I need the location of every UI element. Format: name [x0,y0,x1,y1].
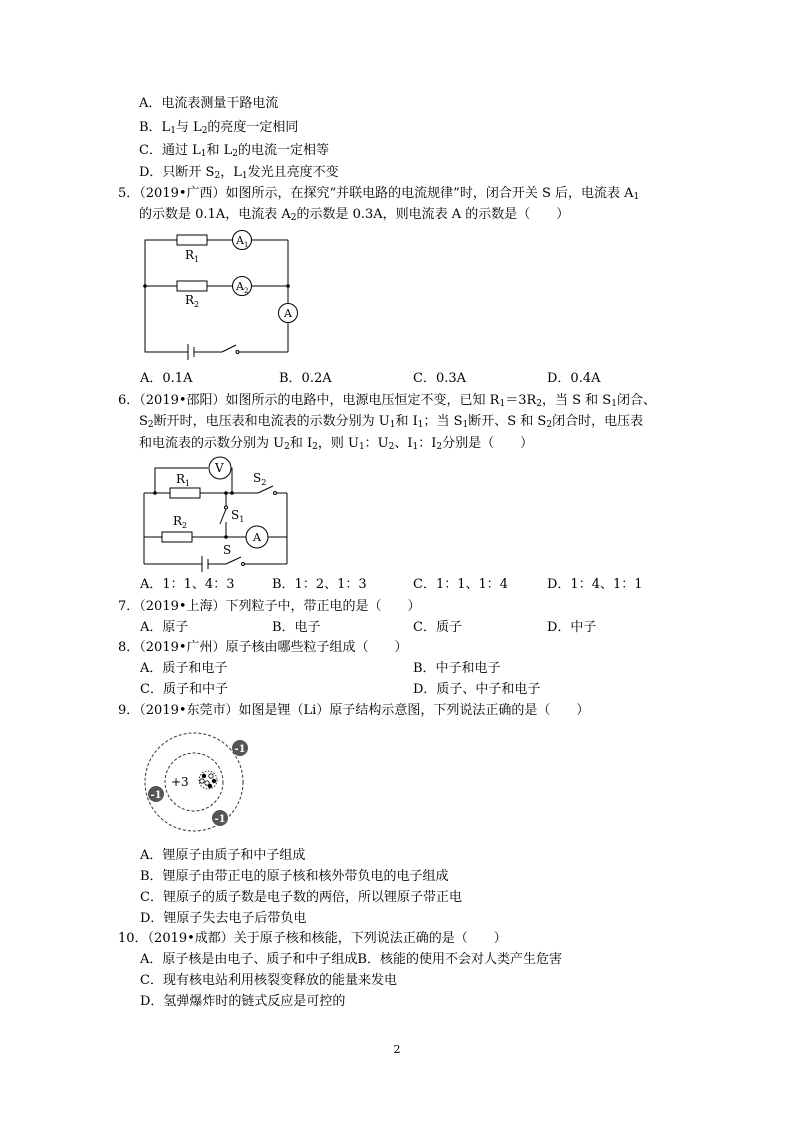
r1-resistor [177,235,207,245]
page-number: 2 [393,1043,401,1056]
q6-stem-line1: 6．（2019•邵阳）如图所示的电路中，电源电压恒定不变，已知 $R_1=3R_2$，当 S 和 $S_1$闭合、 [118,393,656,409]
q5-option-b: B．0.2A [279,371,332,386]
q5-r2-label: $R_2$ [185,293,200,309]
q5-circuit-diagram [140,226,310,361]
q8-option-b: B．中子和电子 [413,661,501,676]
q9-option-d: D．锂原子失去电子后带负电 [140,911,307,926]
r2-resistor [177,281,207,291]
nucleus-charge-label: +3 [171,775,189,789]
q5-stem-line1: 5．（2019•广西）如图所示，在探究“并联电路的电流规律”时，闭合开关 S 后，电流表 $A_1$ [118,186,640,202]
r1-resistor-q6 [170,488,200,498]
q9-option-c: C．锂原子的质子数是电子数的两倍，所以锂原子带正电 [140,890,462,905]
q10-option-c: C．现有核电站利用核裂变释放的能量来发电 [140,973,397,988]
q6-stem-line3: 和电流表的示数分别为 $U_2$和 $I_2$，则 $U_1$：$U_2$、$I_1$：$I_2$分别是（ ） [139,436,534,452]
electron-1 [232,740,248,756]
q5-a2-label: $A_2$ [236,280,249,295]
option-d-prev: D．只断开 $S_2$，$L_1$发光且亮度不变 [139,165,339,181]
outer-orbit [145,733,246,831]
q7-option-c: C．质子 [413,620,462,635]
q10-option-ab: A．原子核是由电子、质子和中子组成B．核能的使用不会对人类产生危害 [140,952,562,967]
option-b-prev: B．$L_1$与 $L_2$的亮度一定相同 [139,120,299,136]
q6-option-c: C．1：1、1：4 [413,577,509,592]
q6-s2-label: $S_2$ [253,471,267,487]
q5-option-a: A．0.1A [140,371,193,386]
q5-r1-label: $R_1$ [185,248,200,264]
q9-atom-diagram [135,725,270,835]
option-c-prev: C．通过 $L_1$和 $L_2$的电流一定相等 [139,143,329,159]
q6-option-b: B．1：2、1：3 [272,577,367,592]
r2-resistor-q6 [162,532,192,542]
q6-option-d: D．1：4、1：1 [547,577,643,592]
q5-option-d: D．0.4A [547,371,601,386]
electron-3 [212,810,228,826]
q9-option-a: A．锂原子由质子和中子组成 [140,848,306,863]
q7-option-b: B．电子 [272,620,321,635]
q6-r2-label: $R_2$ [173,514,188,530]
q6-v-label: V [215,461,224,475]
svg-text:-1: -1 [150,790,162,801]
svg-text:-1: -1 [214,814,226,825]
nucleus [199,771,217,789]
q6-a-label: A [253,531,261,544]
q5-a-label: A [284,307,292,320]
q9-stem: 9．（2019•东莞市）如图是锂（Li）原子结构示意图，下列说法正确的是（ ） [118,703,590,718]
q5-stem-line2: 的示数是 0.1A，电流表 $A_2$的示数是 0.3A，则电流表 A 的示数是（ ） [139,207,570,223]
q8-option-c: C．质子和中子 [140,682,228,697]
q8-stem: 8．（2019•广州）原子核由哪些粒子组成（ ） [118,640,408,655]
q6-s1-label: $S_1$ [231,508,245,524]
q8-option-a: A．质子和电子 [140,661,228,676]
electron-2 [148,786,164,802]
q6-circuit-diagram [140,458,295,573]
q10-option-d: D．氢弹爆炸时的链式反应是可控的 [140,994,346,1009]
q7-stem: 7．（2019•上海）下列粒子中，带正电的是（ ） [118,599,421,614]
q7-option-d: D．中子 [547,620,597,635]
q5-a1-label: $A_1$ [236,234,249,249]
q6-r1-label: $R_1$ [176,472,191,488]
q7-option-a: A．原子 [140,620,189,635]
q5-option-c: C．0.3A [413,371,467,386]
q9-option-b: B．锂原子由带正电的原子核和核外带负电的电子组成 [140,869,449,884]
q6-stem-line2: $S_2$断开时，电压表和电流表的示数分别为 $U_1$和 $I_1$；当 $S_1$断开、S 和 $S_2$闭合时，电压表 [139,414,644,430]
svg-text:-1: -1 [234,744,246,755]
q8-option-d: D．质子、中子和电子 [413,682,541,697]
q6-s-label: S [223,543,232,557]
q6-option-a: A．1：1、4：3 [140,577,235,592]
option-a-prev: A．电流表测量干路电流 [139,96,279,111]
q10-stem: 10．（2019•成都）关于原子核和核能，下列说法正确的是（ ） [118,931,507,946]
